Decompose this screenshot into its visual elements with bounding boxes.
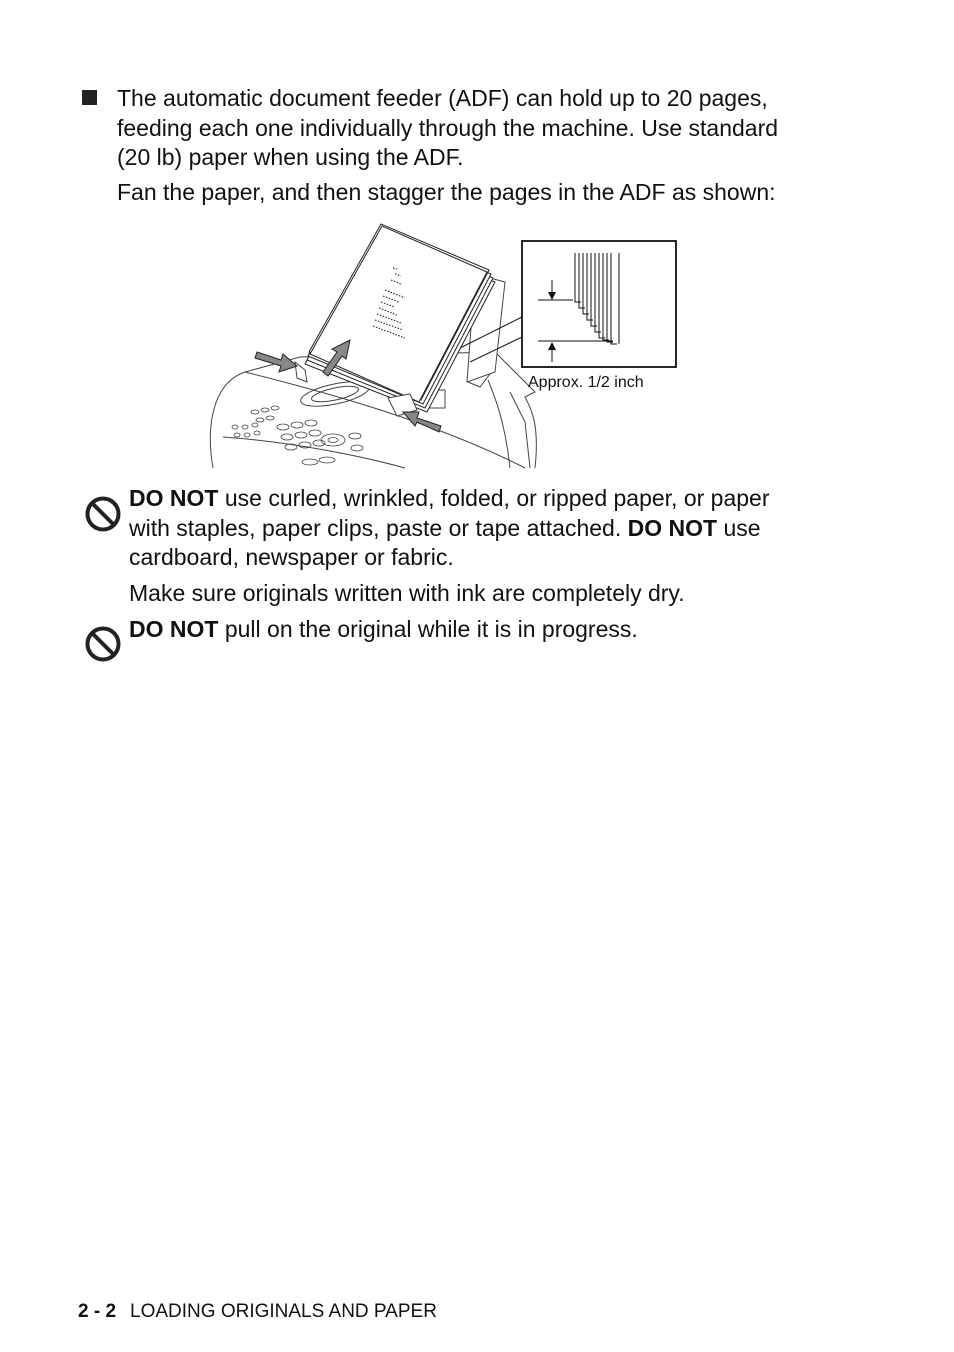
- bullet-square-icon: [82, 90, 97, 105]
- warning1-line-1: [129, 484, 770, 514]
- do-not-label: DO NOT: [129, 616, 219, 642]
- do-not-label: DO NOT: [627, 514, 718, 541]
- instruction-text: Fan the paper, and then stagger the pages in the ADF as shown:: [117, 179, 776, 205]
- bullet-line-3: (20 lb) paper when using the ADF.: [117, 144, 464, 170]
- warning1-text-2: with staples, paper clips, paste or tape attached.: [129, 514, 628, 541]
- warning1-text-1: use curled, wrinkled, folded, or ripped paper, or paper: [218, 485, 770, 511]
- section-title: LOADING ORIGINALS AND PAPER: [130, 1301, 437, 1322]
- warning2-text: pull on the original while it is in progress.: [218, 616, 638, 642]
- warning-paragraph-2: [129, 615, 638, 645]
- warning1-line-3: cardboard, newspaper or fabric.: [129, 544, 454, 570]
- warning1-line-2: [129, 514, 770, 544]
- ink-dry-note: Make sure originals written with ink are completely dry.: [129, 580, 685, 606]
- fax-adf-illustration: [205, 222, 685, 472]
- warning1-text-3: use: [717, 514, 761, 541]
- bullet-line-1: The automatic document feeder (ADF) can hold up to 20 pages,: [117, 85, 768, 111]
- stagger-detail: [522, 241, 676, 367]
- prohibited-icon: [84, 495, 122, 533]
- callout-label: Approx. 1/2 inch: [528, 374, 644, 391]
- page-footer: [78, 1300, 437, 1324]
- warning-paragraph-1: [129, 484, 770, 573]
- bullet-line-2: feeding each one individually through the machine. Use standard: [117, 114, 779, 141]
- page-number: 2 - 2: [78, 1301, 117, 1322]
- keypad-illustration: [232, 406, 363, 465]
- do-not-label: DO NOT: [129, 485, 219, 511]
- bullet-paragraph: [117, 84, 778, 173]
- prohibited-icon: [84, 625, 122, 663]
